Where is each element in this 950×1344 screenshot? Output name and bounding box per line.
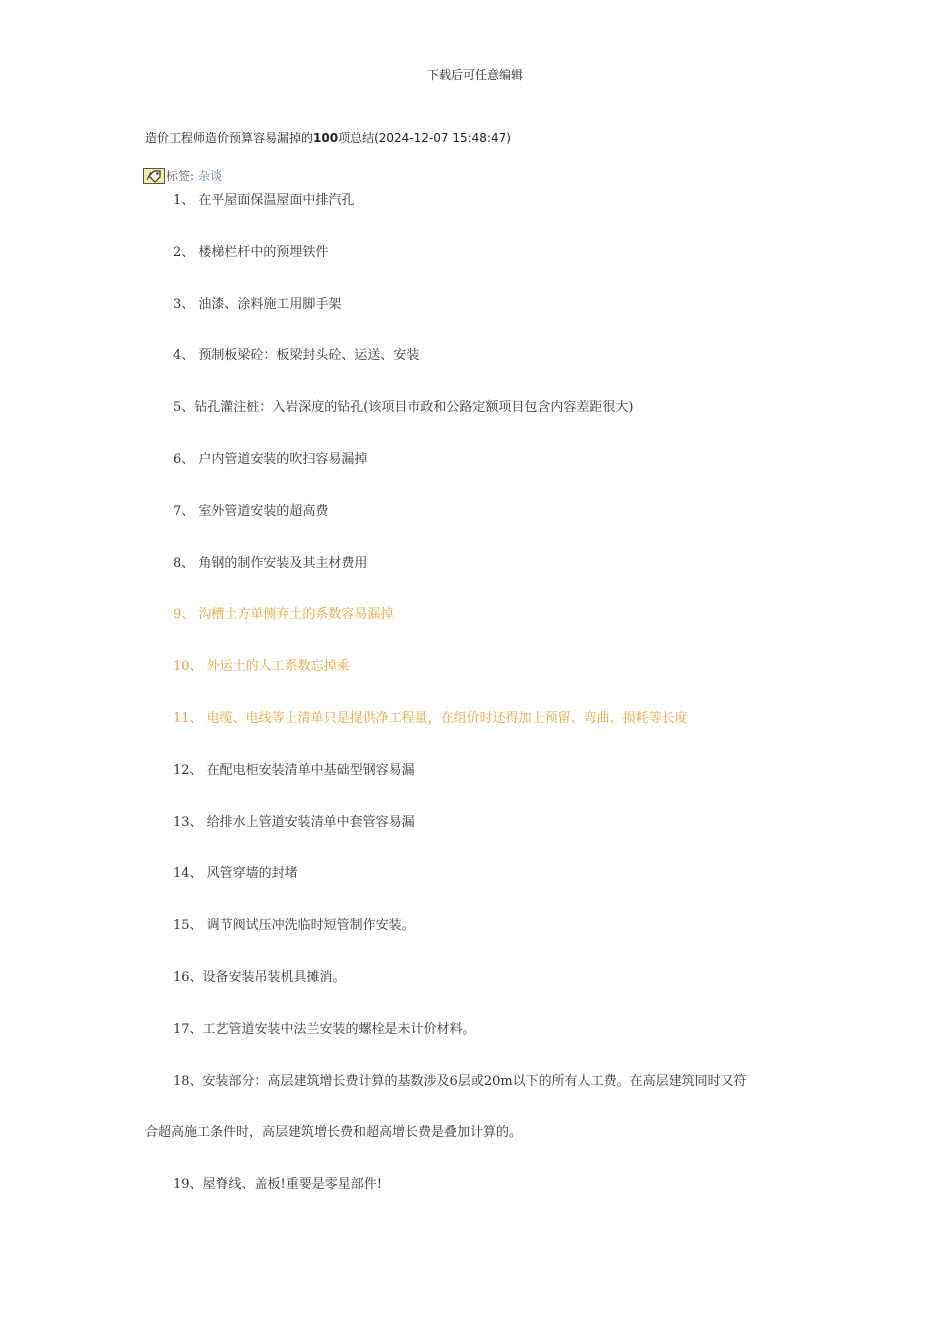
list-item: 4、 预制板梁砼：板梁封头砼、运送、安装	[173, 348, 420, 364]
title-suffix: 项总结	[338, 131, 375, 145]
list-item: 6、 户内管道安装的吹扫容易漏掉	[173, 452, 368, 467]
list-item: 8、 角钢的制作安装及其主材费用	[173, 555, 368, 571]
list-item: 11、 电缆、电线等上清单只是提供净工程量，在组价时还得加上预留、弯曲、损耗等长度	[173, 711, 688, 726]
list-item: 5、钻孔灌注桩：入岩深度的钻孔(该项目市政和公路定额项目包含内容差距很大)	[173, 400, 634, 416]
tag-link[interactable]: 杂谈	[198, 169, 223, 183]
header-note: 下载后可任意编辑	[426, 68, 523, 82]
list-item: 9、 沟槽土方单侧弃土的系数容易漏掉	[173, 607, 394, 623]
list-item: 18、安装部分：高层建筑增长费计算的基数涉及6层或20m以下的所有人工费。在高层建筑同时又符	[173, 1073, 747, 1089]
article-title	[145, 129, 511, 146]
tag-label: 标签:	[166, 169, 195, 183]
title-count: 100	[313, 131, 339, 145]
list-item: 12、 在配电柜安装清单中基础型钢容易漏	[173, 762, 415, 778]
title-datetime: (2024-12-07 15:48:47)	[374, 131, 511, 145]
list-item: 19、屋脊线、盖板!重要是零星部件!	[173, 1177, 382, 1193]
list-item: 3、 油漆、涂料施工用脚手架	[173, 296, 342, 312]
list-item: 14、 风管穿墙的封堵	[173, 866, 298, 882]
list-item: 10、 外运土的人工系数忘掉乘	[173, 659, 350, 675]
tag-row	[143, 164, 222, 184]
list-item-continuation: 合超高施工条件时，高层建筑增长费和超高增长费是叠加计算的。	[145, 1125, 523, 1141]
tag-icon	[143, 168, 165, 184]
list-item: 2、 楼梯栏杆中的预埋铁件	[173, 244, 329, 260]
list-item: 16、设备安装吊装机具摊消。	[173, 970, 346, 985]
title-prefix: 造价工程师造价预算容易漏掉的	[145, 131, 314, 145]
list-item: 7、 室外管道安装的超高费	[173, 503, 329, 519]
list-item: 1、 在平屋面保温屋面中排汽孔	[173, 193, 355, 208]
list-item: 13、 给排水上管道安装清单中套管容易漏	[173, 814, 415, 830]
list-item: 17、工艺管道安装中法兰安装的螺栓是未计价材料。	[173, 1021, 476, 1037]
list-item: 15、 调节阀试压冲洗临时短管制作安装。	[173, 918, 415, 934]
